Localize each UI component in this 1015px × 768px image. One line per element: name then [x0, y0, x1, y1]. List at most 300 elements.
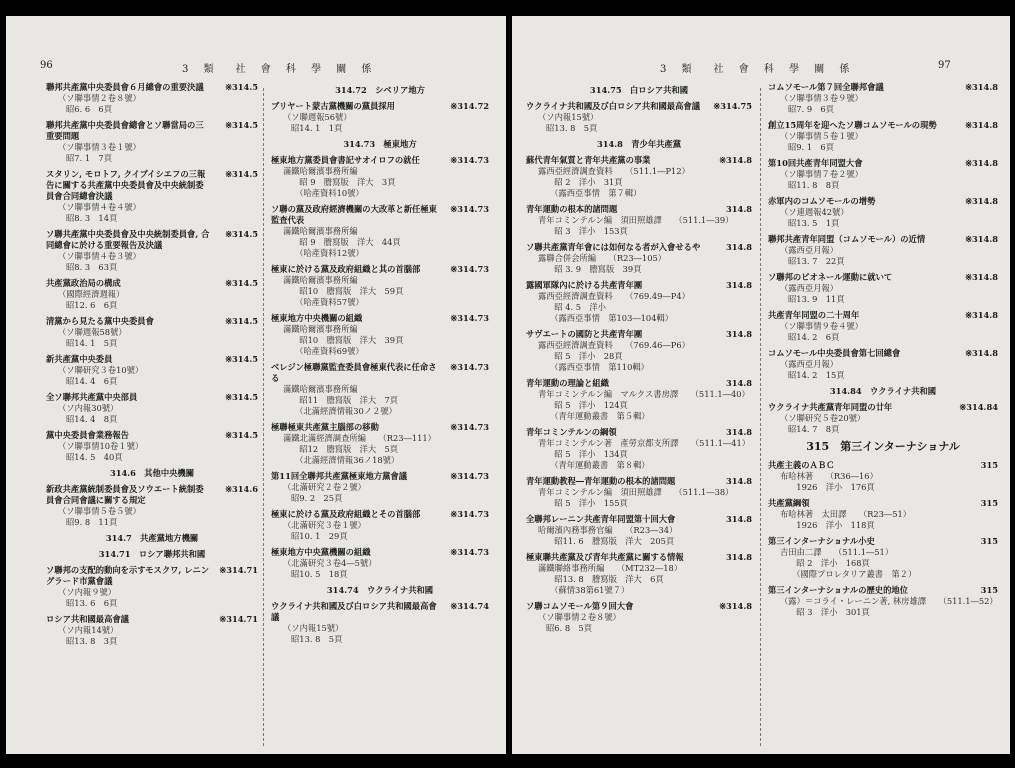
entry-heading-row: [768, 82, 998, 93]
entry-detail: 青年コミンテルン編 須田照雄譯 （511.1―38）: [538, 487, 734, 497]
entry-title: 聯邦共產黨中央委員會６月總會の重要決議: [46, 82, 204, 92]
entry-heading-row: [526, 427, 752, 438]
section-heading: 314.84 ウクライナ共和國: [829, 386, 937, 396]
entry-detail: （ソ聯事情５卷１號）: [780, 131, 863, 141]
entry-classification: ※314.74: [450, 601, 489, 611]
entry-detail: 滿鐵聯絡事務所編 （MT232―18）: [538, 563, 683, 573]
entry-classification: ※314.84: [959, 402, 998, 412]
index-entry: [526, 476, 752, 509]
entry-title: 全聯邦レーニン共產青年同盟第十回大會: [526, 514, 676, 524]
entry-detail: 滿鐵哈爾濱事務所編: [283, 275, 358, 285]
entry-title: 極東聯共產黨及び青年共產黨に關する情報: [526, 552, 684, 562]
entry-detail: （ソ聯事情５卷５號）: [58, 506, 141, 516]
entry-heading-row: [46, 392, 258, 403]
entry-classification: ※314.5: [225, 316, 258, 326]
entry-detail: （ソ聯研究３卷10號）: [58, 365, 144, 375]
entry-classification: ※314.5: [225, 430, 258, 440]
entry-detail: 1926 洋小 118頁: [788, 520, 875, 530]
entry-classification: 315: [980, 498, 998, 508]
entry-detail: 昭 9 謄寫版 洋大 3頁: [291, 177, 396, 187]
entry-title: コムソモール第７回全聯邦會議: [768, 82, 884, 92]
entry-title: 第11回全聯邦共產黨極東地方黨會議: [271, 471, 408, 481]
entry-classification: ※314.8: [719, 601, 752, 611]
entry-title: ウクライナ共產黨青年同盟の廿年: [768, 402, 893, 412]
entry-title: ベレジン極聯黨監査委員會極東代表に任命さる: [271, 362, 437, 383]
entry-classification: ※314.71: [219, 565, 258, 575]
index-entry: [46, 316, 258, 349]
entry-detail: 昭13. 8 5頁: [291, 634, 343, 644]
entry-classification: ※314.8: [965, 234, 998, 244]
entry-detail: 昭 4. 5 洋小: [546, 302, 606, 312]
entry-detail: （哈產資料10號）: [291, 188, 364, 198]
entry-heading-row: [526, 329, 752, 340]
entry-detail: 昭12. 6 6頁: [66, 300, 118, 310]
entry-detail: 昭7. 1 7頁: [66, 153, 113, 163]
entry-detail: 昭14. 4 6頁: [66, 376, 118, 386]
entry-classification: ※314.8: [965, 310, 998, 320]
entry-title: 青年運動教程―青年運動の根本的諸問題: [526, 476, 676, 486]
entry-classification: ※314.5: [225, 278, 258, 288]
entry-detail: （露西亞月報）: [780, 359, 839, 369]
index-entry: [46, 484, 258, 528]
index-column: [768, 82, 998, 623]
entry-detail: （北滿研究３卷4―5號）: [283, 558, 377, 568]
index-entry: [526, 280, 752, 324]
entry-detail: （ソ内報15號）: [538, 112, 599, 122]
section-heading: 314.6 其他中央機關: [109, 468, 195, 478]
entry-heading-row: [768, 196, 998, 207]
index-column: [271, 82, 489, 650]
entry-title: ソ聯共產黨中央委員會及中央統制委員會, 合同總會に於ける重要報告及決議: [46, 229, 210, 250]
entry-classification: ※314.8: [719, 155, 752, 165]
index-entry: [768, 158, 998, 191]
entry-detail: （青年運動叢書 第８輯）: [546, 460, 650, 470]
running-head: 3 類 社 會 科 學 關 係: [182, 64, 378, 75]
entry-title: 極東地方中央黨機關の組織: [271, 547, 371, 557]
entry-title: 聯邦共產黨中央委員會總會とソ聯當局の三重要問題: [46, 120, 204, 141]
entry-heading-row: [768, 536, 998, 547]
entry-detail: （露西亞事情 第103―104輯）: [546, 313, 674, 323]
section-heading: 314.73 極東地方: [343, 139, 417, 149]
entry-heading-row: [46, 354, 258, 365]
entry-classification: ※314.73: [450, 155, 489, 165]
entry-title: 青年運動の根本的諸問題: [526, 204, 618, 214]
entry-title: ロシア共和國最高會議: [46, 614, 129, 624]
entry-title: 第10回共產青年同盟大會: [768, 158, 863, 168]
entry-title: 極東地方中央機關の組織: [271, 313, 363, 323]
index-entry: [526, 378, 752, 422]
entry-detail: 昭 3. 9 謄寫版 39頁: [546, 264, 642, 274]
index-entry: [46, 392, 258, 425]
entry-classification: ※314.8: [965, 196, 998, 206]
entry-heading-row: [46, 565, 258, 587]
entry-title: 共產主義のＡＢＣ: [768, 460, 835, 470]
index-entry: [768, 234, 998, 267]
entry-detail: 布哈林著 太田譯 （R23―51）: [780, 509, 912, 519]
index-entry: [46, 278, 258, 311]
entry-title: 新政共產黨統制委員會及ソウエート統制委員會合同會議に關する規定: [46, 484, 204, 505]
index-entry: [271, 547, 489, 580]
entry-title: 極東に於ける黨及政府組織と其の首腦部: [271, 264, 421, 274]
entry-detail: （ソ聯事情10卷１號）: [58, 441, 144, 451]
column-divider: [760, 88, 761, 746]
entry-title: 蘇代青年氣質と青年共產黨の事業: [526, 155, 651, 165]
entry-detail: 昭8. 3 14頁: [66, 213, 118, 223]
entry-detail: （ソ聯週報56號）: [283, 112, 352, 122]
entry-detail: 昭11. 8 8頁: [788, 180, 840, 190]
entry-detail: 滿鐵北滿經濟調查所編 （R23―111）: [283, 433, 436, 443]
page-number: 96: [40, 60, 53, 71]
entry-heading-row: [46, 430, 258, 441]
entry-detail: 露西亞經濟調査資料 （769.49―P4）: [538, 291, 690, 301]
index-entry: [526, 601, 752, 634]
entry-detail: 昭9. 8 11頁: [66, 517, 118, 527]
entry-heading-row: [46, 614, 258, 625]
entry-detail: 昭 5 洋小 124頁: [546, 400, 628, 410]
entry-classification: ※314.73: [450, 471, 489, 481]
entry-detail: （ソ聯事情４卷３號）: [58, 251, 141, 261]
entry-heading-row: [271, 547, 489, 558]
entry-title: 新共產黨中央委員: [46, 354, 113, 364]
section-heading: 314.71 ロシア聯邦共和國: [98, 549, 206, 559]
entry-detail: （ソ聯週報58號）: [58, 327, 127, 337]
entry-heading-row: [526, 476, 752, 487]
entry-classification: ※314.73: [450, 313, 489, 323]
section-heading: 314.8 青少年共產黨: [596, 139, 682, 149]
entry-heading-row: [768, 585, 998, 596]
entry-classification: ※314.5: [225, 169, 258, 179]
entry-heading-row: [46, 278, 258, 289]
entry-title: 共產黨綱領: [768, 498, 810, 508]
entry-detail: 昭11. 6 謄寫版 洋大 205頁: [546, 536, 675, 546]
entry-classification: 314.8: [726, 280, 752, 290]
entry-detail: （哈產資料12號）: [291, 248, 364, 258]
index-entry: [526, 552, 752, 596]
entry-classification: 315: [980, 536, 998, 546]
entry-classification: ※314.73: [450, 547, 489, 557]
index-entry: [271, 204, 489, 259]
entry-classification: ※314.6: [225, 484, 258, 494]
index-entry: [271, 264, 489, 308]
entry-detail: 露西亞經濟調査資料 （511.1―P12）: [538, 166, 690, 176]
entry-heading-row: [768, 158, 998, 169]
entry-detail: 昭13. 8 3頁: [66, 636, 118, 646]
entry-detail: 昭13. 8 5頁: [546, 123, 598, 133]
entry-detail: （青年運動叢書 第５輯）: [546, 411, 650, 421]
entry-detail: 青年コミンテルン編 マルクス書房譯 （511.1―40）: [538, 389, 750, 399]
entry-detail: （ソ内報14號）: [58, 625, 119, 635]
entry-detail: 青年コミンテルン編 須田照雄譯 （511.1―39）: [538, 215, 734, 225]
entry-title: ソ聯の黨及政府經濟機關の大改革と新任極東監査代表: [271, 204, 437, 225]
entry-classification: ※314.5: [225, 120, 258, 130]
entry-classification: ※314.73: [450, 264, 489, 274]
entry-heading-row: [768, 234, 998, 245]
entry-detail: 哈爾濱內務事務官編 （R23―34）: [538, 525, 678, 535]
entry-title: ブリヤート蒙古黨機關の黨員採用: [271, 101, 395, 111]
section-heading: 314.7 共產黨地方機關: [105, 533, 199, 543]
page-number: 97: [938, 60, 951, 71]
entry-heading-row: [526, 280, 752, 291]
entry-detail: （北滿研究３卷１號）: [283, 520, 366, 530]
entry-heading-row: [271, 313, 489, 324]
entry-classification: ※314.5: [225, 82, 258, 92]
entry-detail: 昭14. 1 5頁: [66, 338, 118, 348]
index-entry: [768, 498, 998, 531]
entry-detail: 昭9. 2 25頁: [291, 493, 343, 503]
entry-detail: 昭6. 6 6頁: [66, 104, 113, 114]
entry-detail: （ソ聯事情３卷９號）: [780, 93, 863, 103]
entry-classification: ※314.5: [225, 354, 258, 364]
entry-detail: （ソ聯事情３卷１號）: [58, 142, 141, 152]
entry-classification: 315: [980, 460, 998, 470]
entry-heading-row: [768, 120, 998, 131]
index-entry: [46, 229, 258, 273]
section-heading: 314.75 白ロシア共和國: [589, 85, 689, 95]
index-entry: [526, 204, 752, 237]
entry-detail: 昭11 謄寫版 洋大 7頁: [291, 395, 399, 405]
entry-detail: （露）＝コライ・レーニン著, 林房雄譯 （511.1―52）: [780, 596, 998, 606]
entry-detail: 昭14. 1 1頁: [291, 123, 343, 133]
entry-classification: 314.8: [726, 476, 752, 486]
entry-title: 第三インターナショナルの歷史的地位: [768, 585, 908, 595]
entry-classification: 314.8: [726, 242, 752, 252]
entry-detail: 昭13. 7 22頁: [788, 256, 845, 266]
entry-detail: 滿鐵哈爾濱事務所編: [283, 166, 358, 176]
entry-detail: 昭12 謄寫版 洋大 5頁: [291, 444, 399, 454]
entry-classification: 314.8: [726, 552, 752, 562]
index-entry: [526, 329, 752, 373]
entry-heading-row: [271, 422, 489, 433]
entry-classification: 314.8: [726, 378, 752, 388]
running-head: 3 類 社 會 科 學 關 係: [660, 64, 856, 75]
entry-title: ソ聯コムソモール第９回大會: [526, 601, 634, 611]
entry-heading-row: [46, 484, 258, 506]
index-entry: [46, 354, 258, 387]
entry-heading-row: [271, 204, 489, 226]
entry-classification: ※314.73: [450, 509, 489, 519]
entry-title: スタリン, モロトフ, クイブイシエフの三報告に關する共產黨中央委員會及中央統制委員會合同總會決議: [46, 169, 206, 201]
index-entry: [271, 313, 489, 357]
entry-title: 共產青年同盟の二十周年: [768, 310, 860, 320]
entry-detail: 昭 2 洋小 168頁: [788, 558, 870, 568]
entry-detail: （露西亞月報）: [780, 283, 839, 293]
entry-title: サヴエートの國防と共產青年團: [526, 329, 643, 339]
index-entry: [46, 82, 258, 115]
entry-title: 極聯極東共產黨主腦部の移動: [271, 422, 379, 432]
entry-classification: 314.8: [726, 427, 752, 437]
entry-heading-row: [271, 509, 489, 520]
entry-classification: ※314.73: [450, 362, 489, 372]
entry-heading-row: [46, 229, 258, 251]
entry-classification: 314.8: [726, 329, 752, 339]
entry-detail: 昭14. 5 40頁: [66, 452, 123, 462]
entry-detail: （國際プロレタリア叢書 第２）: [788, 569, 917, 579]
entry-detail: 昭14. 2 15頁: [788, 370, 845, 380]
entry-heading-row: [768, 498, 998, 509]
entry-title: 清黨から見たる黨中央委員會: [46, 316, 154, 326]
entry-detail: 滿鐵哈爾濱事務所編: [283, 324, 358, 334]
index-entry: [768, 272, 998, 305]
entry-classification: ※314.5: [225, 229, 258, 239]
section-heading: 314.74 ウクライナ共和國: [326, 585, 434, 595]
entry-detail: （哈產資料69號）: [291, 346, 364, 356]
entry-heading-row: [271, 155, 489, 166]
entry-heading-row: [46, 120, 258, 142]
entry-detail: 昭10 謄寫版 洋大 39頁: [291, 335, 404, 345]
entry-classification: ※314.73: [450, 422, 489, 432]
entry-detail: （露西亞月報）: [780, 245, 839, 255]
entry-heading-row: [768, 348, 998, 359]
index-entry: [768, 402, 998, 435]
entry-heading-row: [271, 601, 489, 623]
entry-detail: 昭 5 洋小 28頁: [546, 351, 623, 361]
entry-detail: （ソ連週報42號）: [780, 207, 849, 217]
entry-detail: （蘇情38第61號７）: [546, 585, 630, 595]
entry-detail: 昭14. 2 6頁: [788, 332, 840, 342]
entry-heading-row: [271, 101, 489, 112]
entry-detail: （ソ内報15號）: [283, 623, 344, 633]
index-entry: [46, 614, 258, 647]
index-entry: [768, 82, 998, 115]
entry-detail: （ソ聯事情４卷４號）: [58, 202, 141, 212]
index-entry: [526, 514, 752, 547]
entry-detail: （ソ聯事情２卷８號）: [58, 93, 141, 103]
entry-detail: 昭14. 7 8頁: [788, 424, 840, 434]
index-column: [46, 82, 258, 652]
entry-classification: ※314.8: [965, 82, 998, 92]
entry-heading-row: [271, 264, 489, 275]
entry-classification: ※314.71: [219, 614, 258, 624]
entry-heading-row: [526, 155, 752, 166]
entry-title: ソ聯共產黨青年會には如何なる者が入會せるや: [526, 242, 701, 252]
entry-classification: ※314.5: [225, 392, 258, 402]
entry-classification: ※314.8: [965, 158, 998, 168]
entry-detail: 露聯合併会所編 （R23―105）: [538, 253, 667, 263]
entry-title: 極東地方黨委員會書記サオイロフの就任: [271, 155, 420, 165]
entry-detail: 昭13. 6 6頁: [66, 598, 118, 608]
entry-title: 極東に於ける黨及政府組織とその首腦部: [271, 509, 421, 519]
entry-detail: 昭 3 洋小 153頁: [546, 226, 628, 236]
entry-title: ウクライナ共和國及び白ロシア共和國最高會議: [271, 601, 437, 622]
entry-detail: （ソ内報30號）: [58, 403, 119, 413]
entry-heading-row: [768, 272, 998, 283]
entry-title: コムソモール中央委員會第七回總會: [768, 348, 901, 358]
entry-detail: 昭9. 1 6頁: [788, 142, 835, 152]
entry-heading-row: [526, 552, 752, 563]
entry-heading-row: [768, 460, 998, 471]
index-entry: [46, 565, 258, 609]
index-entry: [768, 585, 998, 618]
entry-title: 青年運動の理論と組織: [526, 378, 609, 388]
index-entry: [271, 509, 489, 542]
index-entry: [768, 536, 998, 580]
entry-detail: 昭 5 洋小 155頁: [546, 498, 628, 508]
index-entry: [271, 601, 489, 645]
entry-detail: （哈產資料57號）: [291, 297, 364, 307]
entry-heading-row: [526, 242, 752, 253]
entry-detail: 昭14. 4 8頁: [66, 414, 118, 424]
section-heading: 315 第三インターナショナル: [806, 440, 960, 453]
entry-detail: 昭10. 1 29頁: [291, 531, 348, 541]
entry-detail: （國際經濟週報）: [58, 289, 125, 299]
entry-classification: ※314.8: [965, 272, 998, 282]
entry-heading-row: [526, 204, 752, 215]
entry-detail: 昭6. 8 5頁: [546, 623, 593, 633]
entry-detail: 昭13. 9 11頁: [788, 294, 845, 304]
index-entry: [526, 101, 752, 134]
entry-detail: 昭 3 洋小 301頁: [788, 607, 870, 617]
entry-detail: 滿鐵哈爾濱事務所編: [283, 384, 358, 394]
entry-detail: （露西亞事情 第７輯）: [546, 188, 642, 198]
left-page: [6, 16, 506, 754]
index-entry: [768, 348, 998, 381]
entry-heading-row: [46, 82, 258, 93]
entry-heading-row: [271, 471, 489, 482]
entry-classification: 315: [980, 585, 998, 595]
entry-classification: 314.8: [726, 514, 752, 524]
entry-heading-row: [526, 101, 752, 112]
entry-detail: 昭10 謄寫版 洋大 59頁: [291, 286, 404, 296]
entry-title: 赤軍内のコムソモールの增勢: [768, 196, 876, 206]
index-column: [526, 82, 752, 639]
entry-classification: ※314.73: [450, 204, 489, 214]
entry-classification: ※314.8: [965, 348, 998, 358]
entry-heading-row: [46, 169, 258, 202]
entry-classification: ※314.75: [713, 101, 752, 111]
entry-title: ソ聯邦のピオネール運動に就いて: [768, 272, 893, 282]
entry-detail: （北滿經濟情報30ノ２號）: [291, 406, 397, 416]
entry-detail: （ソ聯研究５卷20號）: [780, 413, 866, 423]
section-heading: 314.72 シベリア地方: [335, 85, 425, 95]
entry-detail: （ソ内報９號）: [58, 587, 117, 597]
entry-title: 創立15周年を迎へたソ聯コムソモールの現勢: [768, 120, 937, 130]
entry-heading-row: [768, 310, 998, 321]
entry-detail: 滿鐵哈爾濱事務所編: [283, 226, 358, 236]
entry-detail: 昭7. 9 6頁: [788, 104, 835, 114]
entry-detail: 昭8. 3 63頁: [66, 262, 118, 272]
entry-title: 青年コミンテルンの綱領: [526, 427, 617, 437]
entry-detail: （北滿研究２卷２號）: [283, 482, 366, 492]
column-divider: [263, 88, 264, 746]
entry-detail: 昭10. 5 18頁: [291, 569, 348, 579]
index-entry: [768, 310, 998, 343]
entry-detail: 吉田由二譯 （511.1―51）: [780, 547, 894, 557]
index-entry: [768, 196, 998, 229]
entry-heading-row: [46, 316, 258, 327]
entry-title: 共產黨政治局の構成: [46, 278, 121, 288]
entry-heading-row: [526, 378, 752, 389]
entry-detail: （露西亞事情 第110輯）: [546, 362, 649, 372]
entry-detail: （ソ聯事情９卷４號）: [780, 321, 863, 331]
entry-classification: 314.8: [726, 204, 752, 214]
entry-heading-row: [768, 402, 998, 413]
entry-title: 全ソ聯邦共產黨中央部員: [46, 392, 138, 402]
entry-classification: ※314.72: [450, 101, 489, 111]
entry-detail: （ソ聯事情７卷２號）: [780, 169, 863, 179]
entry-detail: 昭 9 謄寫版 洋大 44頁: [291, 237, 401, 247]
index-entry: [271, 101, 489, 134]
index-entry: [271, 155, 489, 199]
index-entry: [768, 120, 998, 153]
entry-title: 黨中央委員會業務報告: [46, 430, 129, 440]
entry-title: 露國軍隊內に於ける共產青年團: [526, 280, 643, 290]
entry-heading-row: [526, 514, 752, 525]
entry-title: ソ聯邦の支配的動向を示すモスクワ, レニングラード市黨會議: [46, 565, 210, 586]
index-entry: [46, 120, 258, 164]
index-entry: [526, 155, 752, 199]
index-entry: [46, 169, 258, 224]
entry-detail: 青年コミンテルン著 產勞京都支所譯 （511.1―41）: [538, 438, 751, 448]
